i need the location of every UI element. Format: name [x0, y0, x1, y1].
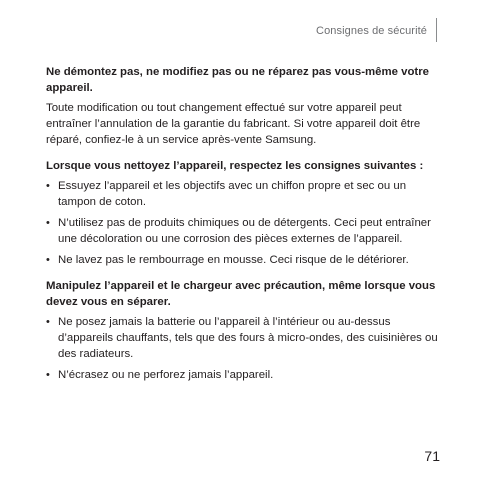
section-heading: Lorsque vous nettoyez l’appareil, respectez les consignes suivantes : — [46, 160, 424, 172]
bullet-icon: • — [46, 217, 50, 229]
bullet-list — [46, 178, 442, 268]
bullet-icon: • — [46, 254, 50, 266]
bullet-icon: • — [46, 369, 50, 381]
list-item — [46, 252, 442, 268]
section-handling — [46, 278, 442, 383]
bullet-list — [46, 314, 442, 383]
list-item — [46, 215, 442, 247]
page-number: 71 — [424, 448, 440, 464]
main-content — [46, 64, 442, 393]
section-heading: Manipulez l’appareil et le chargeur avec précaution, même lorsque vous devez vous en séparer. — [46, 280, 436, 308]
list-item — [46, 314, 442, 362]
header-divider — [436, 18, 437, 42]
section-paragraph: Toute modification ou tout changement effectué sur votre appareil peut entraîner l’annulation de la garantie du fabricant. Si votre appareil doit être réparé, confiez-le à un service après-vente Samsung. — [46, 102, 421, 146]
bullet-icon: • — [46, 316, 50, 328]
running-header-title: Consignes de sécurité — [316, 25, 427, 37]
list-item-text: N’écrasez ou ne perforez jamais l’appareil. — [58, 369, 274, 381]
list-item-text: Ne posez jamais la batterie ou l’appareil à l’intérieur ou au-dessus d’appareils chauffants, tels que des fours à micro-ondes, des cuisinières ou des radiateurs. — [58, 316, 438, 360]
bullet-icon: • — [46, 180, 50, 192]
list-item-text: N’utilisez pas de produits chimiques ou de détergents. Ceci peut entraîner une décoloration ou une corrosion des pièces externes de l’appareil. — [58, 217, 431, 245]
list-item-text: Ne lavez pas le rembourrage en mousse. Ceci risque de le détériorer. — [58, 254, 409, 266]
section-heading: Ne démontez pas, ne modifiez pas ou ne réparez pas vous-même votre appareil. — [46, 66, 429, 94]
list-item-text: Essuyez l’appareil et les objectifs avec un chiffon propre et sec ou un tampon de coton. — [58, 180, 407, 208]
section-disassembly — [46, 64, 442, 148]
list-item — [46, 178, 442, 210]
section-cleaning — [46, 158, 442, 268]
list-item — [46, 367, 442, 383]
